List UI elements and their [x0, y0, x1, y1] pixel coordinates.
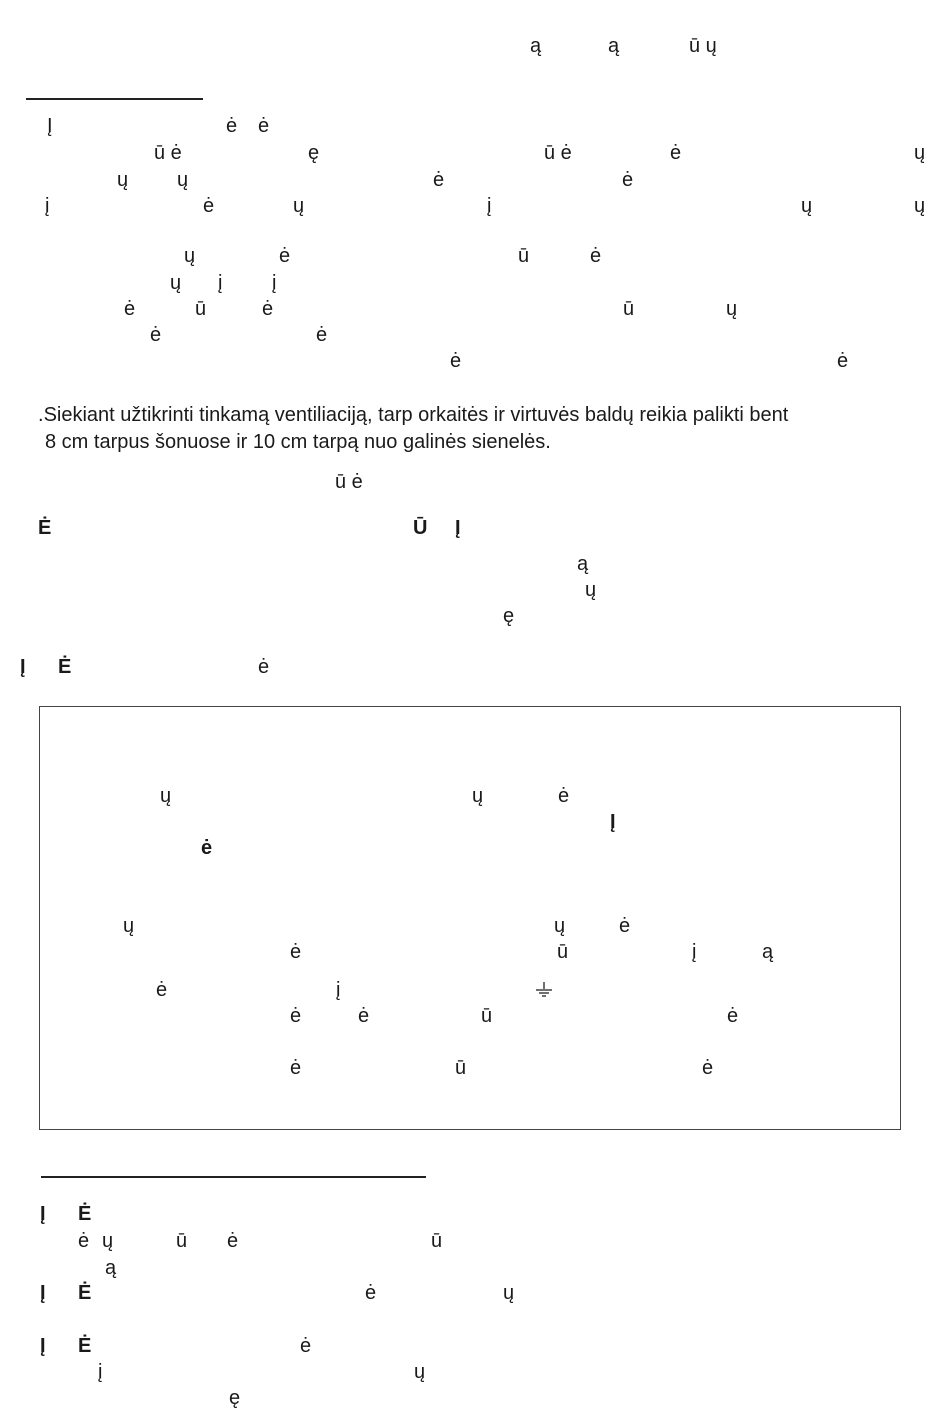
s1-r6-g3: į [272, 272, 277, 294]
s3-r2-g2: ų [102, 1230, 114, 1252]
s2-r6-g1: Į [20, 656, 26, 678]
box-r5-g2: ū [557, 941, 569, 963]
s1-r4-g6: ų [914, 195, 926, 217]
s1-r7-g3: ė [262, 298, 274, 320]
s1-r2-g4: ė [670, 142, 682, 164]
s3-r3-g1: ą [105, 1257, 117, 1279]
box-r7-g4: ė [727, 1005, 739, 1027]
s1-r6-g2: į [218, 272, 223, 294]
header-glyph-3: ū ų [689, 35, 717, 57]
s2-r6-g3: ė [258, 656, 270, 678]
s3-r4-g3: ė [365, 1282, 377, 1304]
box-r6-g2: į [336, 979, 341, 1001]
box-r4-g1: ų [123, 915, 135, 937]
s1-r1-g3: ė [258, 115, 270, 137]
s2-r5-g1: ę [503, 605, 515, 627]
s3-r6-g2: ų [414, 1361, 426, 1383]
s3-r5-g1: Į [40, 1335, 46, 1357]
ventilation-line-2: 8 cm tarpus šonuose ir 10 cm tarpą nuo galinės sienelės. [45, 431, 551, 453]
ventilation-line-1: Siekiant užtikrinti tinkamą ventiliaciją, tarp orkaitės ir virtuvės baldų reikia palikti bent [43, 404, 789, 426]
box-r1-g1: ų [160, 785, 172, 807]
s1-r1-g1: Į [47, 115, 53, 137]
s1-r8-g2: ė [316, 324, 328, 346]
s1-r3-g4: ė [622, 169, 634, 191]
s1-r3-g1: ų [117, 169, 129, 191]
s2-r2-g1: Ė [38, 517, 52, 539]
s3-r2-g1: ė [78, 1230, 90, 1252]
s1-r9-g1: ė [450, 350, 462, 372]
s1-r5-g4: ė [590, 245, 602, 267]
ground-icon [535, 982, 553, 998]
header-glyph-2: ą [608, 35, 620, 57]
s1-r4-g5: ų [801, 195, 813, 217]
s1-r2-g1: ū ė [154, 142, 182, 164]
s1-r5-g2: ė [279, 245, 291, 267]
s2-r1-g1: ū ė [335, 471, 363, 493]
s2-r4-g1: ų [585, 579, 597, 601]
box-r4-g2: ų [554, 915, 566, 937]
s1-r3-g3: ė [433, 169, 445, 191]
s1-r5-g3: ū [518, 245, 530, 267]
box-r8-g3: ė [702, 1057, 714, 1079]
s1-r2-g3: ū ė [544, 142, 572, 164]
s1-r4-g3: ų [293, 195, 305, 217]
box-r8-g2: ū [455, 1057, 467, 1079]
s1-r7-g4: ū [623, 298, 635, 320]
s3-r6-g1: į [98, 1361, 103, 1383]
s2-r2-g2: Ū [413, 517, 428, 539]
s1-r2-g5: ų [914, 142, 926, 164]
s2-r6-g2: Ė [58, 656, 72, 678]
s3-r5-g2: Ė [78, 1335, 92, 1357]
s3-r2-g3: ū [176, 1230, 188, 1252]
section-divider-top [26, 98, 203, 100]
box-r6-g1: ė [156, 979, 168, 1001]
s1-r3-g2: ų [177, 169, 189, 191]
s1-r4-g1: į [45, 195, 50, 217]
box-r5-g4: ą [762, 941, 774, 963]
ventilation-paragraph [38, 402, 918, 456]
box-r4-g3: ė [619, 915, 631, 937]
s1-r7-g5: ų [726, 298, 738, 320]
box-r3-g1: ė [201, 837, 213, 859]
s3-r5-g3: ė [300, 1335, 312, 1357]
s3-r7-g1: ę [229, 1387, 241, 1409]
s3-r4-g4: ų [503, 1282, 515, 1304]
s3-r1-g2: Ė [78, 1203, 92, 1225]
s1-r6-g1: ų [170, 272, 182, 294]
s1-r7-g1: ė [124, 298, 136, 320]
s3-r4-g1: Į [40, 1282, 46, 1304]
s1-r4-g4: į [487, 195, 492, 217]
box-r2-g1: Į [610, 811, 616, 833]
box-r5-g1: ė [290, 941, 302, 963]
s3-r2-g4: ė [227, 1230, 239, 1252]
s1-r9-g2: ė [837, 350, 849, 372]
box-r7-g3: ū [481, 1005, 493, 1027]
box-r7-g1: ė [290, 1005, 302, 1027]
s3-r4-g2: Ė [78, 1282, 92, 1304]
box-r8-g1: ė [290, 1057, 302, 1079]
s1-r1-g2: ė [226, 115, 238, 137]
box-r7-g2: ė [358, 1005, 370, 1027]
ventilation-bullet: . [38, 404, 44, 426]
s1-r2-g2: ę [308, 142, 320, 164]
warning-box [39, 706, 901, 1130]
section-divider-bottom [41, 1176, 426, 1178]
box-r5-g3: į [692, 941, 697, 963]
box-r1-g2: ų [472, 785, 484, 807]
s3-r2-g5: ū [431, 1230, 443, 1252]
header-glyph-1: ą [530, 35, 542, 57]
s1-r8-g1: ė [150, 324, 162, 346]
s1-r5-g1: ų [184, 245, 196, 267]
box-r1-g3: ė [558, 785, 570, 807]
s3-r1-g1: Į [40, 1203, 46, 1225]
s2-r3-g1: ą [577, 553, 589, 575]
s1-r7-g2: ū [195, 298, 207, 320]
s1-r4-g2: ė [203, 195, 215, 217]
s2-r2-g3: Į [455, 517, 461, 539]
